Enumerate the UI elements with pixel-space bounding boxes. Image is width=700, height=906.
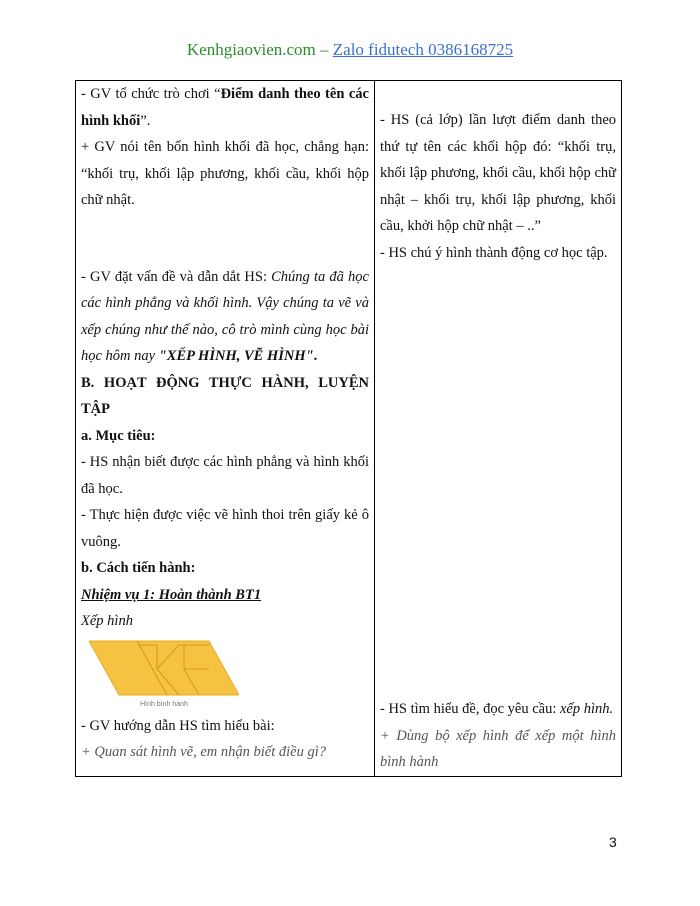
- figure-caption: Hình bình hành: [140, 700, 188, 708]
- lesson-table: [75, 80, 622, 777]
- parallelogram-figure: [89, 639, 249, 709]
- objective-1: - HS nhận biết được các hình phẳng và hình khối đã học.: [81, 454, 369, 497]
- header-separator: –: [315, 40, 333, 59]
- student-rollcall: - HS (cả lớp) lần lượt điểm danh theo thứ tự tên các khối hộp đó: “khối trụ, khối lập phương, khối cầu, khối hộp chữ nhật – khối trụ, khối lập phương, khối cầu, khởi hộp chữ nhật – ..”: [380, 112, 616, 234]
- zalo-link[interactable]: Zalo fidutech 0386168725: [332, 40, 514, 59]
- site-name: Kenhgiaovien.com: [186, 40, 316, 59]
- shape-names: + GV nói tên bốn hình khối đã học, chẳng hạn: “khối trụ, khối lập phương, khối cầu, khối hộp chữ nhật.: [81, 139, 369, 208]
- table-row: [76, 81, 622, 777]
- teacher-column: [76, 81, 375, 777]
- lesson-intro: - GV đặt vấn đề và dẫn dắt HS: Chúng ta đã học các hình phẳng và khối hình. Vậy chúng ta vẽ và xếp chúng như thế nào, cô trò mình cùng học bài học hôm nay "XẾP HÌNH, VẼ HÌNH".: [81, 268, 369, 364]
- objective-heading: a. Mục tiêu:: [81, 427, 156, 444]
- spacer: [380, 81, 616, 107]
- tangram-parallelogram: [89, 639, 239, 697]
- student-column: [375, 81, 622, 777]
- page-header: [0, 40, 700, 60]
- student-read-task: - HS tìm hiểu đề, đọc yêu cầu: xếp hình.: [380, 701, 614, 717]
- page-number: 3: [609, 834, 617, 850]
- spacer: [81, 214, 369, 264]
- procedure-heading: b. Cách tiến hành:: [81, 560, 196, 576]
- tangram-label: Xếp hình: [81, 613, 133, 629]
- student-motivation: - HS chú ý hình thành động cơ học tập.: [380, 244, 608, 261]
- task-1-heading: Nhiệm vụ 1: Hoàn thành BT1: [81, 586, 262, 603]
- section-b-heading: B. HOẠT ĐỘNG THỰC HÀNH, LUYỆN TẬP: [81, 374, 369, 417]
- observe-question: + Quan sát hình vẽ, em nhận biết điều gì?: [81, 744, 326, 760]
- game-intro: - GV tổ chức trò chơi “Điểm danh theo tên các hình khối”.: [81, 86, 369, 129]
- objective-2: - Thực hiện được việc vẽ hình thoi trên giấy kẻ ô vuông.: [81, 507, 369, 550]
- spacer: [380, 266, 616, 696]
- student-build-shape: + Dùng bộ xếp hình để xếp một hình bình hành: [380, 727, 616, 770]
- teacher-guide: - GV hướng dẫn HS tìm hiểu bài:: [81, 717, 275, 734]
